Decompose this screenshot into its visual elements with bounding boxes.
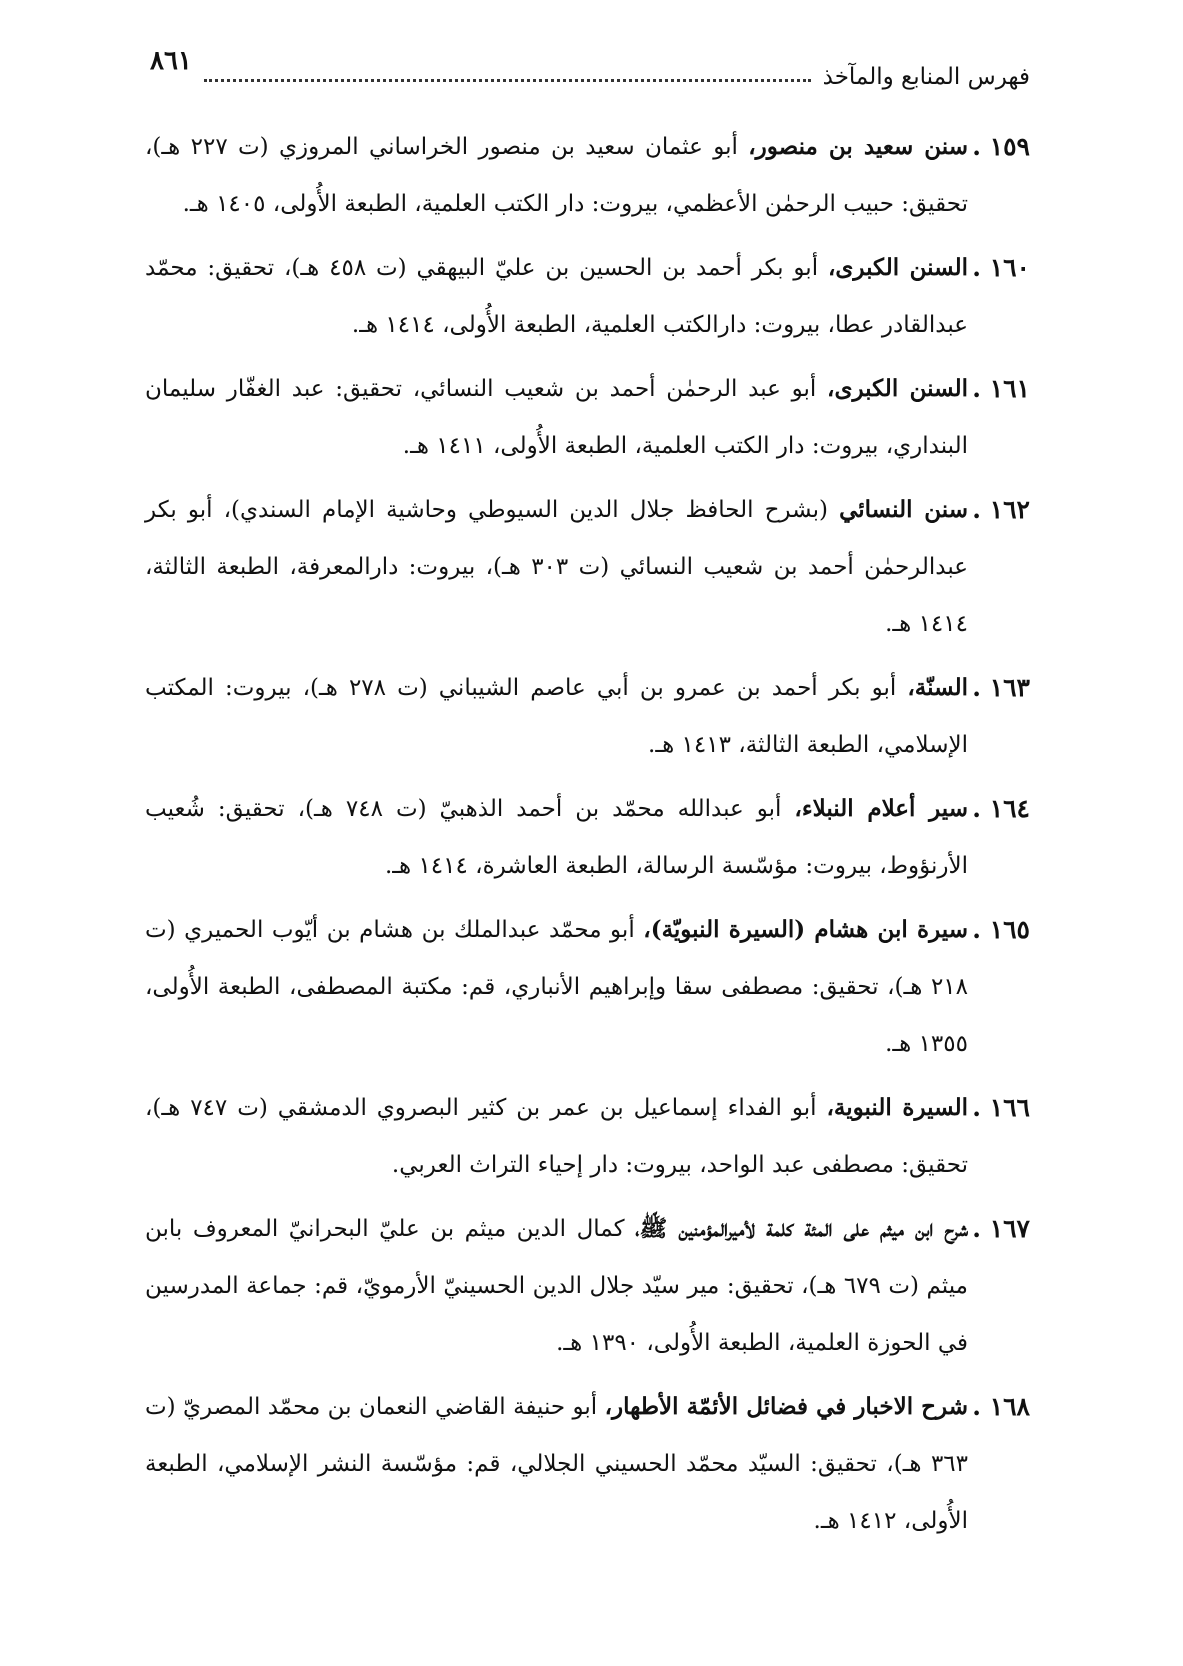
entry-title: سيرة ابن هشام (السيرة النبويّة)، [643, 916, 969, 943]
entry-text: أبو بكر أحمد بن عمرو بن أبي عاصم الشيباني (ت ٢٧٨ هـ)، بيروت: المكتب الإسلامي، الطبعة الثالثة، ١٤١٣ هـ. [145, 675, 968, 758]
entry-title: شرح ابن ميثم على المئة كلمة لأميرالمؤمنين ﷺ، [635, 1215, 969, 1242]
entry-text: أبو حنيفة القاضي النعمان بن محمّد المصريّ (ت ٣٦٣ هـ)، تحقيق: السيّد محمّد الحسيني الجلالي، قم: مؤسّسة النشر الإسلامي، الطبعة الأُولى، ١٤١٢ هـ. [145, 1394, 968, 1534]
bibliography-list [145, 118, 1030, 1556]
entry-number: ١٦٦ . [972, 1093, 1030, 1122]
entry-title: سنن سعيد بن منصور، [748, 133, 969, 160]
entry-title: السنن الكبرى، [827, 375, 969, 402]
entry-text: أبو عبد الرحمٰن أحمد بن شعيب النسائي، تحقيق: عبد الغفّار سليمان البنداري، بيروت: دار الكتب العلمية، الطبعة الأُولى، ١٤١١ هـ. [145, 376, 968, 459]
bibliography-entry [145, 1079, 1030, 1194]
entry-text: كمال الدين ميثم بن عليّ البحرانيّ المعروف بابن ميثم (ت ٦٧٩ هـ)، تحقيق: مير سيّد جلال الدين الحسينيّ الأرمويّ، قم: جماعة المدرسين في الحوزة العلمية، الطبعة الأُولى، ١٣٩٠ هـ. [145, 1216, 968, 1356]
bibliography-entry [145, 659, 1030, 774]
entry-number: ١٦٣ . [972, 673, 1030, 702]
running-header [150, 40, 1030, 90]
entry-text: أبو محمّد عبدالملك بن هشام بن أيّوب الحميري (ت ٢١٨ هـ)، تحقيق: مصطفى سقا وإبراهيم الأنباري، قم: مكتبة المصطفى، الطبعة الأُولى، ١٣٥٥ هـ. [145, 917, 968, 1057]
entry-number: ١٦٤ . [972, 794, 1030, 823]
entry-text: (بشرح الحافظ جلال الدين السيوطي وحاشية الإمام السندي)، أبو بكر عبدالرحمٰن أحمد بن شعيب النسائي (ت ٣٠٣ هـ)، بيروت: دارالمعرفة، الطبعة الثالثة، ١٤١٤ هـ. [145, 497, 969, 637]
entry-number: ١٦٢ . [972, 495, 1030, 524]
entry-text: أبو عبدالله محمّد بن أحمد الذهبيّ (ت ٧٤٨ هـ)، تحقيق: شُعيب الأرنؤوط، بيروت: مؤسّسة الرسالة، الطبعة العاشرة، ١٤١٤ هـ. [145, 796, 968, 879]
bibliography-entry [145, 360, 1030, 475]
entry-title: سنن النسائي [839, 496, 968, 523]
entry-text: أبو عثمان سعيد بن منصور الخراساني المروزي (ت ٢٢٧ هـ)، تحقيق: حبيب الرحمٰن الأعظمي، بيروت: دار الكتب العلمية، الطبعة الأُولى، ١٤٠٥ هـ. [145, 134, 968, 217]
header-dot-leader [204, 79, 811, 82]
entry-number: ١٦٥ . [972, 915, 1030, 944]
entry-text: أبو الفداء إسماعيل بن عمر بن كثير البصروي الدمشقي (ت ٧٤٧ هـ)، تحقيق: مصطفى عبد الواحد، بيروت: دار إحياء التراث العربي. [145, 1095, 968, 1178]
bibliography-entry [145, 780, 1030, 895]
entry-number: ١٦١ . [972, 374, 1030, 403]
entry-title: شرح الاخبار في فضائل الأئمّة الأطهار، [604, 1393, 968, 1420]
entry-number: ١٦٧ . [972, 1214, 1030, 1243]
header-title: فهرس المنابع والمآخذ [822, 64, 1030, 90]
entry-number: ١٦٠ . [972, 253, 1030, 282]
bibliography-entry [145, 481, 1030, 653]
entry-title: السيرة النبوية، [826, 1094, 968, 1121]
bibliography-entry [145, 239, 1030, 354]
entry-title: السنّة، [907, 674, 968, 701]
entry-title: سير أعلام النبلاء، [794, 795, 968, 822]
bibliography-entry [145, 118, 1030, 233]
bibliography-entry [145, 1378, 1030, 1550]
entry-title: السنن الكبرى، [827, 254, 969, 281]
bibliography-entry [145, 901, 1030, 1073]
entry-number: ١٦٨ . [972, 1392, 1030, 1421]
entry-text: أبو بكر أحمد بن الحسين بن عليّ البيهقي (ت ٤٥٨ هـ)، تحقيق: محمّد عبدالقادر عطا، بيروت: دارالكتب العلمية، الطبعة الأُولى، ١٤١٤ هـ. [145, 255, 968, 338]
entry-number: ١٥٩ . [972, 132, 1030, 161]
bibliography-entry [145, 1200, 1030, 1372]
page-number: ٨٦١ [150, 46, 192, 76]
